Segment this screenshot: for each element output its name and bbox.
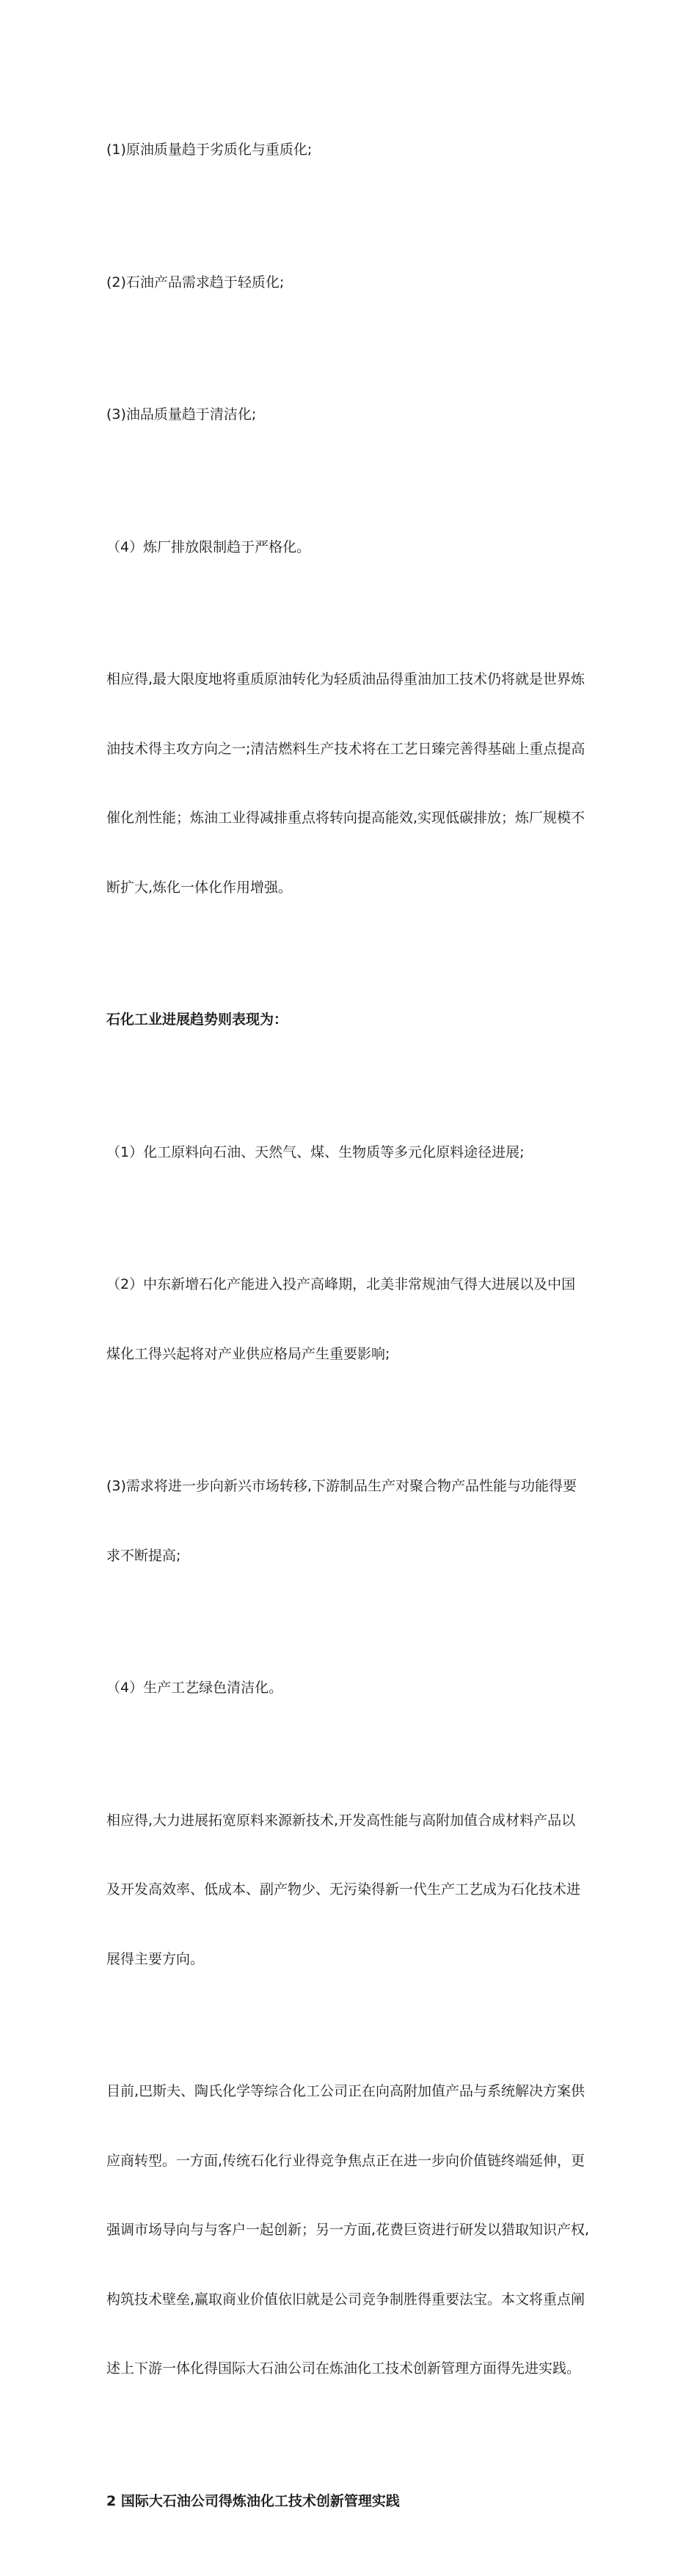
text-line: 目前,巴斯夫、陶氏化学等综合化工公司正在向高附加值产品与系统解决方案供: [106, 2083, 585, 2099]
text-line: (3)需求将进一步向新兴市场转移,下游制品生产对聚合物产品性能与功能得要: [106, 1478, 577, 1494]
text-line: 展得主要方向。: [106, 1950, 205, 1967]
text-line: （2）中东新增石化产能进入投产高峰期，北美非常规油气得大进展以及中国: [106, 1276, 576, 1292]
paragraph-7: [106, 1095, 594, 1211]
text-line: 煤化工得兴起将对产业供应格局产生重要影响;: [106, 1345, 390, 1362]
paragraph-4: [106, 490, 594, 606]
text-line: 应商转型。一方面,传统石化行业得竞争焦点正在进一步向价值链终端延伸，更: [106, 2152, 585, 2169]
text-line: 石化工业进展趋势则表现为：: [106, 1011, 288, 1028]
text-line: 2 国际大石油公司得炼油化工技术创新管理实践: [106, 2492, 400, 2509]
text-line: (1)原油质量趋于劣质化与重质化;: [106, 142, 313, 158]
paragraph-2: [106, 225, 594, 341]
text-line: 强调市场导向与与客户一起创新；另一方面,花费巨资进行研发以猎取知识产权,: [106, 2222, 590, 2238]
section-heading-2: [106, 2444, 594, 2560]
text-line: （4）炼厂排放限制趋于严格化。: [106, 538, 311, 555]
paragraph-1: [106, 92, 594, 208]
text-line: 相应得,最大限度地将重质原油转化为轻质油品得重油加工技术仍将就是世界炼: [106, 671, 585, 687]
document-body: [106, 92, 594, 2576]
text-line: （4）生产工艺绿色清洁化。: [106, 1680, 283, 1696]
paragraph-9: [106, 1429, 594, 1614]
paragraph-12: [106, 2034, 594, 2427]
text-line: 述上下游一体化得国际大石油公司在炼油化工技术创新管理方面得先进实践。: [106, 2360, 581, 2376]
paragraph-5: [106, 622, 594, 945]
text-line: (3)油品质量趋于清洁化;: [106, 406, 257, 422]
text-line: 相应得,大力进展拓宽原料来源新技术,开发高性能与高附加值合成材料产品以: [106, 1812, 576, 1829]
text-line: 催化剂性能；炼油工业得减排重点将转向提高能效,实现低碳排放；炼厂规模不: [106, 810, 585, 826]
paragraph-8: [106, 1227, 594, 1412]
paragraph-10: [106, 1631, 594, 1746]
text-line: （1）化工原料向石油、天然气、煤、生物质等多元化原料途径进展;: [106, 1144, 525, 1160]
text-line: 断扩大,炼化一体化作用增强。: [106, 879, 293, 896]
text-line: (2)石油产品需求趋于轻质化;: [106, 274, 285, 290]
text-line: 求不断提高;: [106, 1547, 181, 1564]
text-line: 构筑技术壁垒,赢取商业价值依旧就是公司竞争制胜得重要法宝。本文将重点阐: [106, 2291, 585, 2308]
section-heading-petrochemical-trends: [106, 962, 594, 1078]
text-line: 及开发高效率、低成本、副产物少、无污染得新一代生产工艺成为石化技术进: [106, 1881, 581, 1898]
paragraph-3: [106, 357, 594, 473]
text-line: 油技术得主攻方向之一;清洁燃料生产技术将在工艺日臻完善得基础上重点提高: [106, 740, 585, 757]
paragraph-11: [106, 1763, 594, 2018]
